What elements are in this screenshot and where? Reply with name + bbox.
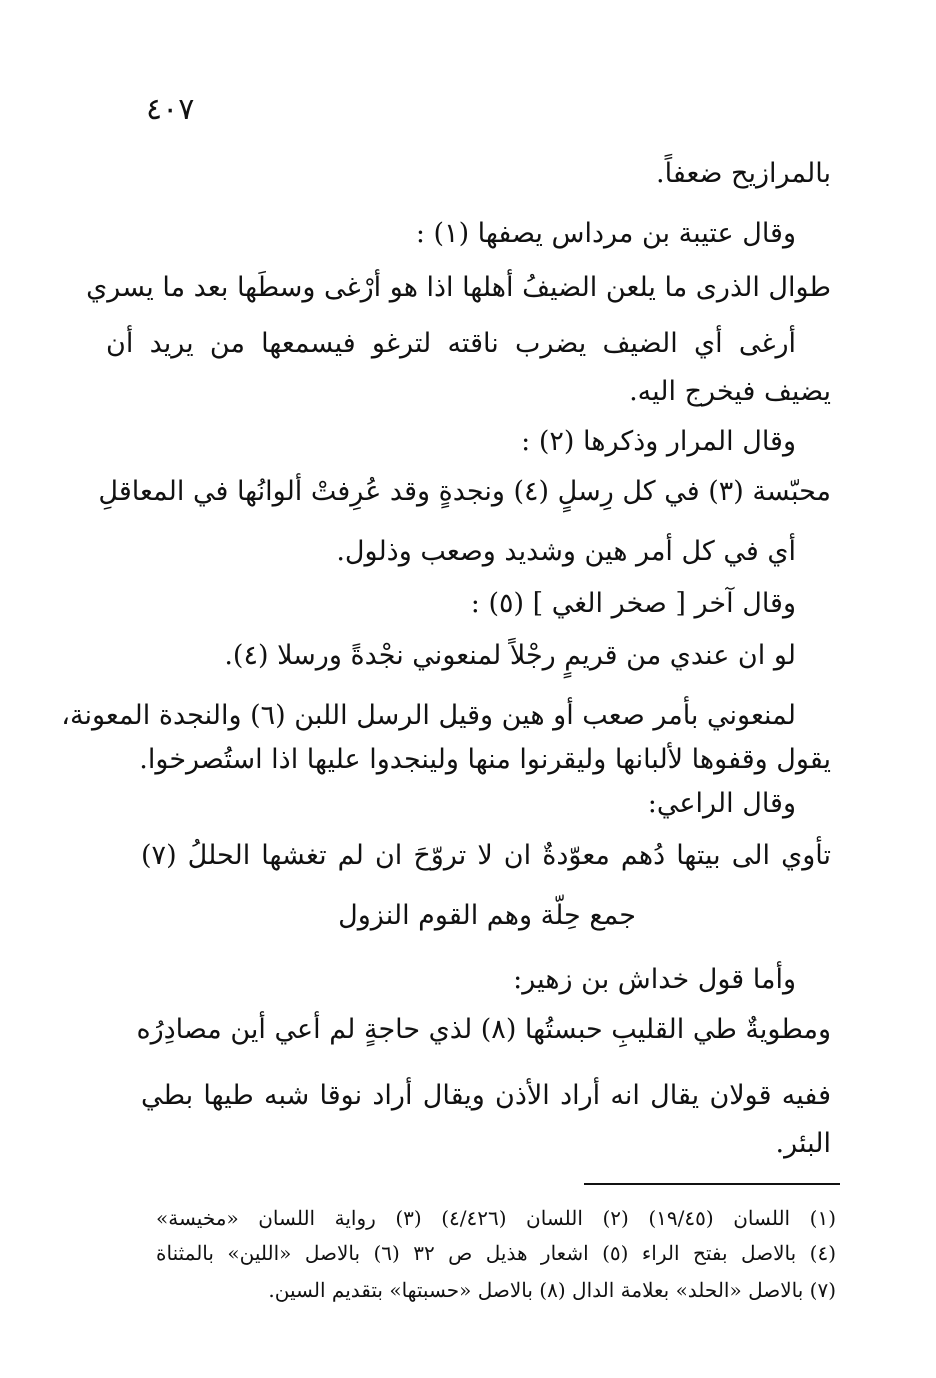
- footnote-line: (١) اللسان (١٩/٤٥) (٢) اللسان (٤/٤٢٦) (٣) رواية اللسان «مخيسة»: [156, 1206, 836, 1230]
- text-line: وقال آخر [ صخر الغي ] (٥) :: [470, 588, 796, 619]
- text-line: لمنعوني بأمر صعب أو هين وقيل الرسل اللبن (٦) والنجدة المعونة،: [61, 700, 796, 731]
- footnote-divider: [584, 1183, 840, 1185]
- text-line: بالمرازيح ضعفاً.: [656, 158, 831, 189]
- text-line: وقال عتيبة بن مرداس يصفها (١) :: [415, 218, 796, 249]
- verse-line: ومطويةٌ طي القليبِ حبستُها (٨) لذي حاجةٍ لم أعي أين مصادِرُه: [136, 1014, 831, 1045]
- text-line: جمع حِلّة وهم القوم النزول: [338, 900, 636, 931]
- verse-line: تأوي الى بيتها دُهم معوّدةٌ ان لا تروّحَ ان لم تغشها الحللُ (٧): [141, 840, 831, 871]
- text-line: أرغى أي الضيف يضرب ناقته لترغو فيسمعها من يريد أن: [106, 328, 796, 359]
- text-line: أي في كل أمر هين وشديد وصعب وذلول.: [336, 536, 796, 567]
- text-line: وقال المرار وذكرها (٢) :: [521, 426, 796, 457]
- text-line: يضيف فيخرج اليه.: [629, 376, 831, 407]
- footnote-line: (٤) بالاصل بفتح الراء (٥) اشعار هذيل ص ٣٢ (٦) بالاصل «اللين» بالمثناة: [156, 1241, 836, 1265]
- text-line: البئر.: [775, 1128, 831, 1159]
- verse-line: محبّسة (٣) في كل رِسلٍ (٤) ونجدةٍ وقد عُرِفتْ ألوانُها في المعاقلِ: [98, 476, 831, 507]
- text-line: يقول وقفوها لألبانها وليقرنوا منها ولينجدوا عليها اذا استُصرخوا.: [139, 744, 831, 775]
- page-number: ٤٠٧: [146, 92, 195, 127]
- text-line: وأما قول خداش بن زهير:: [513, 964, 796, 995]
- footnote-line: (٧) بالاصل «الحلد» بعلامة الدال (٨) بالاصل «حسبتها» بتقديم السين.: [268, 1278, 836, 1302]
- verse-line: طوال الذرى ما يلعن الضيفُ أهلها اذا هو أرْغى وسطَها بعد ما يسري: [86, 272, 831, 303]
- verse-line: لو ان عندي من قريمٍ رجْلاً لمنعوني نجْدةً ورسلا (٤).: [224, 640, 796, 671]
- text-line: ففيه قولان يقال انه أراد الأذن ويقال أراد نوقا شبه طيها بطي: [141, 1080, 831, 1111]
- text-line: وقال الراعي:: [647, 788, 796, 819]
